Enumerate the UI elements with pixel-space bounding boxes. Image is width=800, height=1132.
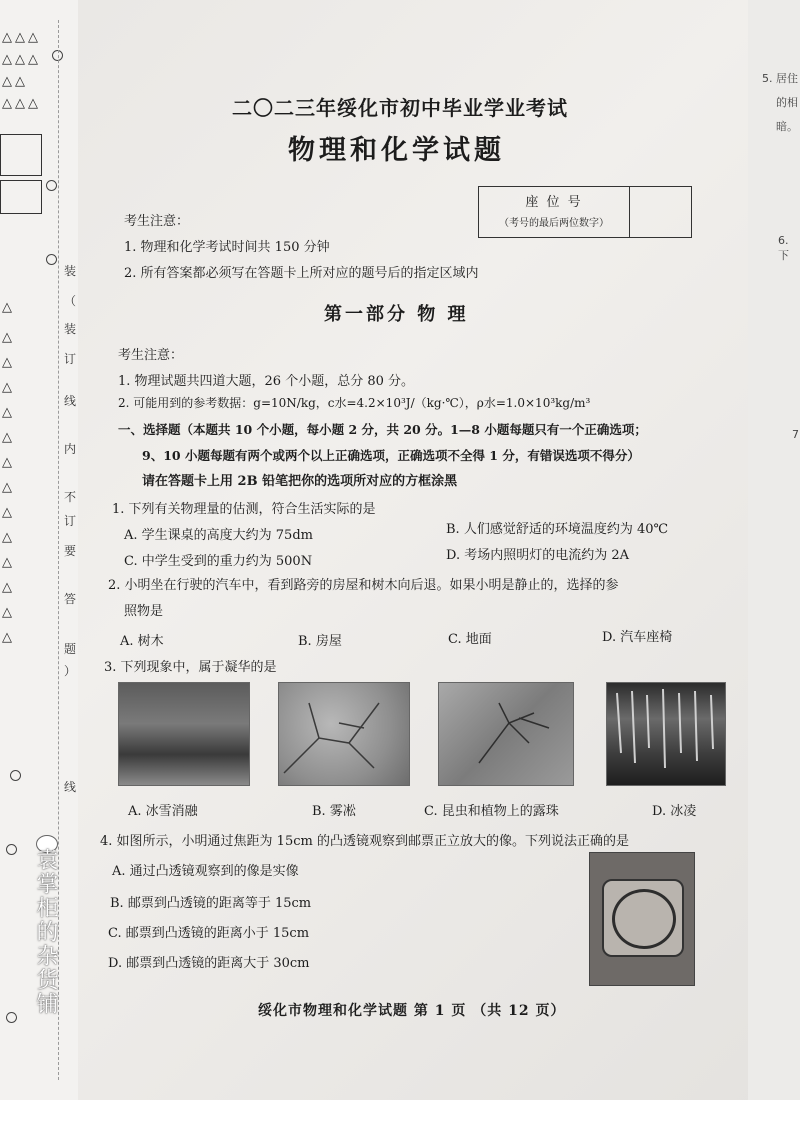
binding-char: 线 <box>64 394 77 408</box>
stamp-magnifier-photo <box>589 852 695 986</box>
binding-char: 线 <box>64 780 77 794</box>
question-stem: 1. 下列有关物理量的估测，符合生活实际的是 <box>112 502 376 517</box>
general-notice-item: 1. 物理和化学考试时间共 150 分钟 <box>124 240 330 255</box>
next-page-text: 暗。 <box>776 120 798 133</box>
exam-title: 二〇二三年绥化市初中毕业学业考试 <box>232 96 568 120</box>
option-a: A. 通过凸透镜观察到的像是实像 <box>112 864 299 879</box>
part-title: 第一部分 物 理 <box>324 304 469 325</box>
option-d: D. 邮票到凸透镜的距离大于 30cm <box>108 956 310 971</box>
photo-icicles <box>606 682 726 786</box>
photo-melting-snow <box>118 682 250 786</box>
part-notice-item: 1. 物理试题共四道大题，26 个小题，总分 80 分。 <box>118 374 415 389</box>
seat-label: 座 位 号 <box>525 195 583 210</box>
next-page-text: 7 <box>792 428 799 441</box>
part-notice-item: 2. 可能用到的参考数据：g=10N/kg，c水=4.2×10³J/（kg·℃），ρ水=1.0×10³kg/m³ <box>118 396 591 410</box>
triangle-marks: △△ <box>2 74 28 89</box>
next-page-edge <box>748 0 800 1100</box>
photo-dew-insect <box>438 682 574 786</box>
question-stem: 2. 小明坐在行驶的汽车中，看到路旁的房屋和树木向后退。如果小明是静止的，选择的参 <box>108 578 619 593</box>
general-notice-heading: 考生注意： <box>124 214 190 229</box>
binding-char: 不 <box>64 490 77 504</box>
caption-b: B. 雾凇 <box>312 804 356 819</box>
caption-d: D. 冰凌 <box>652 804 697 819</box>
option-a: A. 树木 <box>120 634 164 649</box>
binding-char: 题 <box>64 642 77 656</box>
triangle-marks: △ <box>2 605 15 620</box>
option-c: C. 邮票到凸透镜的距离小于 15cm <box>108 926 310 941</box>
triangle-marks: △ <box>2 330 15 345</box>
seat-number-box <box>478 186 692 238</box>
binding-hole-icon <box>46 180 57 191</box>
binding-hole-icon <box>46 254 57 265</box>
binding-char: （ <box>64 294 77 308</box>
rime-branches <box>279 683 409 785</box>
part-notice-heading: 考生注意： <box>118 348 184 363</box>
binding-char: 要 <box>64 544 77 558</box>
triangle-marks: △ <box>2 300 15 315</box>
next-page-text: 5. 居住 <box>762 72 798 85</box>
form-box <box>0 180 42 214</box>
triangle-marks: △ <box>2 580 15 595</box>
binding-char: 答 <box>64 592 77 606</box>
caption-a: A. 冰雪消融 <box>128 804 198 819</box>
seat-label-cell <box>479 187 630 237</box>
binding-hole-icon <box>10 770 21 781</box>
subject-title: 物理和化学试题 <box>288 135 505 166</box>
seat-note: （考号的最后两位数字） <box>499 218 609 229</box>
insect-drawing <box>439 683 573 785</box>
triangle-marks: △ <box>2 530 15 545</box>
triangle-marks: △△△ <box>2 52 41 67</box>
question-stem: 3. 下列现象中，属于凝华的是 <box>104 660 277 675</box>
option-b: B. 人们感觉舒适的环境温度约为 40℃ <box>446 522 669 537</box>
magnifier-lens-icon <box>612 889 676 949</box>
binding-hole-icon <box>6 1012 17 1023</box>
caption-c: C. 昆虫和植物上的露珠 <box>424 804 559 819</box>
triangle-marks: △ <box>2 430 15 445</box>
triangle-marks: △ <box>2 630 15 645</box>
binding-hole-icon <box>6 844 17 855</box>
triangle-marks: △ <box>2 405 15 420</box>
binding-char: 内 <box>64 442 77 456</box>
icicles-drawing <box>607 683 725 785</box>
page-footer: 绥化市物理和化学试题 第 1 页 （共 12 页） <box>258 1003 566 1019</box>
binding-char: 订 <box>64 352 77 366</box>
next-page-text: 6. 下 <box>778 234 789 262</box>
section-instructions: 请在答题卡上用 2B 铅笔把你的选项所对应的方框涂黑 <box>142 474 458 489</box>
watermark-text: 袁掌柜的杂货铺 <box>33 848 58 1016</box>
next-page-text: 的相 <box>776 96 798 109</box>
option-d: D. 汽车座椅 <box>602 630 673 645</box>
triangle-marks: △ <box>2 555 15 570</box>
binding-char: 装 <box>64 264 77 278</box>
option-b: B. 邮票到凸透镜的距离等于 15cm <box>110 896 312 911</box>
binding-char: 装 <box>64 322 77 336</box>
stamp-image <box>602 879 684 957</box>
binding-char: ） <box>64 664 77 678</box>
triangle-marks: △ <box>2 380 15 395</box>
triangle-marks: △ <box>2 505 15 520</box>
triangle-marks: △ <box>2 355 15 370</box>
form-box <box>0 134 42 176</box>
question-stem: 照物是 <box>124 604 164 619</box>
option-c: C. 中学生受到的重力约为 500N <box>124 554 313 569</box>
triangle-marks: △△△ <box>2 96 41 111</box>
triangle-marks: △ <box>2 455 15 470</box>
section-instructions: 9、10 小题每题有两个或两个以上正确选项，正确选项不全得 1 分，有错误选项不得分） <box>142 448 640 463</box>
triangle-marks: △ <box>2 480 15 495</box>
binding-char: 订 <box>64 514 77 528</box>
option-a: A. 学生课桌的高度大约为 75dm <box>124 528 313 543</box>
triangle-marks: △△△ <box>2 30 41 45</box>
section-instructions: 一、选择题（本题共 10 个小题，每小题 2 分，共 20 分。1—8 小题每题只有一个正确选项； <box>118 422 647 437</box>
general-notice-item: 2. 所有答案都必须写在答题卡上所对应的题号后的指定区域内 <box>124 266 479 281</box>
option-c: C. 地面 <box>448 632 492 647</box>
option-d: D. 考场内照明灯的电流约为 2A <box>446 548 630 563</box>
photo-rime <box>278 682 410 786</box>
question-stem: 4. 如图所示，小明通过焦距为 15cm 的凸透镜观察到邮票正立放大的像。下列说法正确的是 <box>100 834 629 849</box>
option-b: B. 房屋 <box>298 634 342 649</box>
